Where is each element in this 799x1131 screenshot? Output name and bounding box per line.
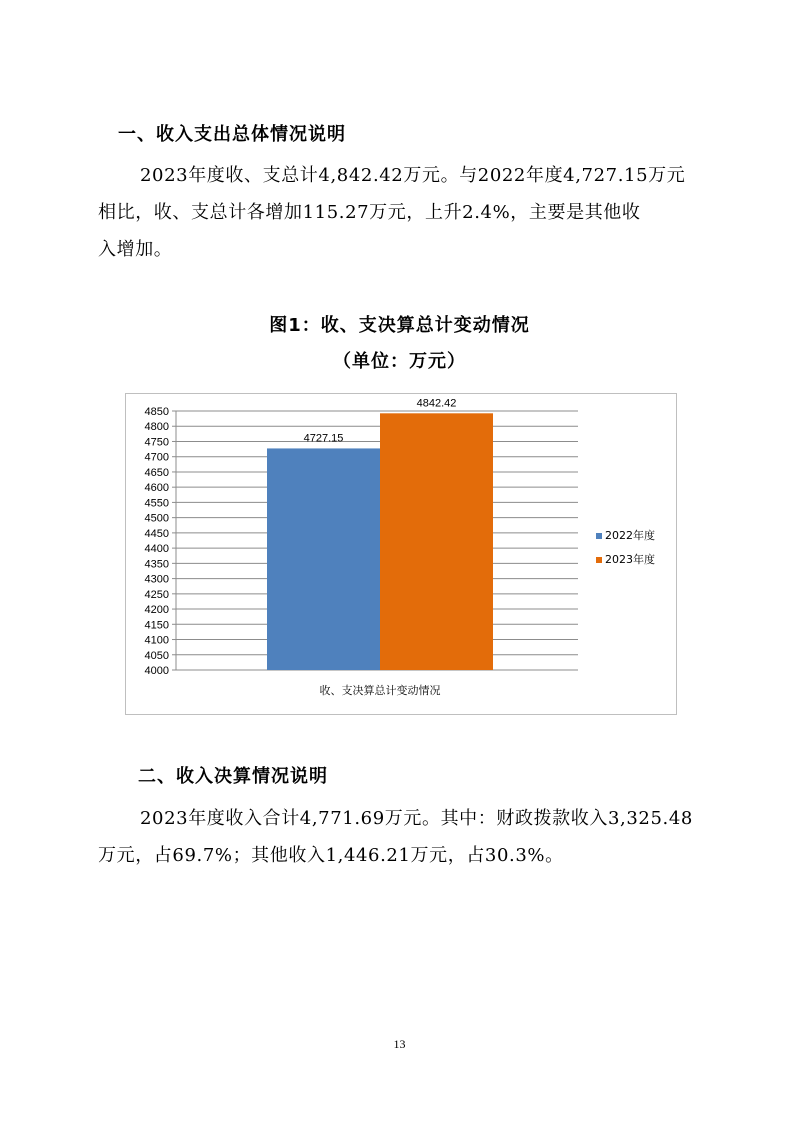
legend-label: 2022年度 [605, 529, 655, 542]
bar-2023年度 [380, 413, 493, 670]
figure-unit: （单位：万元） [333, 351, 466, 372]
y-tick-label: 4450 [144, 527, 169, 540]
section1-line-3: 入增加。 [98, 239, 173, 260]
y-tick-label: 4550 [144, 497, 169, 510]
y-tick-label: 4650 [144, 466, 169, 479]
legend-swatch [596, 533, 602, 539]
y-tick-label: 4400 [144, 543, 169, 556]
data-label: 4727.15 [303, 432, 344, 445]
y-tick-label: 4150 [144, 619, 169, 632]
bar-chart [125, 393, 677, 715]
y-tick-label: 4250 [144, 588, 169, 601]
section2-heading: 二、收入决算情况说明 [138, 766, 328, 787]
page-number: 13 [393, 1037, 406, 1051]
y-tick-label: 4300 [144, 573, 169, 586]
y-tick-label: 4050 [144, 649, 169, 662]
y-tick-label: 4200 [144, 604, 169, 617]
y-tick-label: 4750 [144, 436, 169, 449]
section1-line-1: 2023年度收、支总计4,842.42万元。与2022年度4,727.15万元 [140, 165, 686, 186]
y-tick-label: 4850 [144, 406, 169, 418]
y-tick-label: 4000 [144, 665, 169, 677]
legend-swatch [596, 557, 602, 563]
section1-heading: 一、收入支出总体情况说明 [118, 124, 346, 145]
chart-canvas [126, 394, 676, 714]
y-tick-label: 4350 [144, 558, 169, 571]
section2-line-1: 2023年度收入合计4,771.69万元。其中：财政拨款收入3,325.48 [140, 808, 693, 829]
y-tick-label: 4600 [144, 482, 169, 495]
y-tick-label: 4800 [144, 421, 169, 434]
figure-title: 图1：收、支决算总计变动情况 [269, 315, 530, 336]
y-tick-label: 4100 [144, 634, 169, 647]
section1-line-2: 相比，收、支总计各增加115.27万元，上升2.4%，主要是其他收 [98, 202, 641, 223]
section2-line-2: 万元，占69.7%；其他收入1,446.21万元，占30.3%。 [98, 845, 564, 866]
bar-2022年度 [267, 448, 380, 670]
legend-label: 2023年度 [605, 553, 655, 566]
y-tick-label: 4500 [144, 512, 169, 525]
y-tick-label: 4700 [144, 451, 169, 464]
x-category-label: 收、支决算总计变动情况 [319, 684, 441, 697]
data-label: 4842.42 [416, 397, 457, 410]
